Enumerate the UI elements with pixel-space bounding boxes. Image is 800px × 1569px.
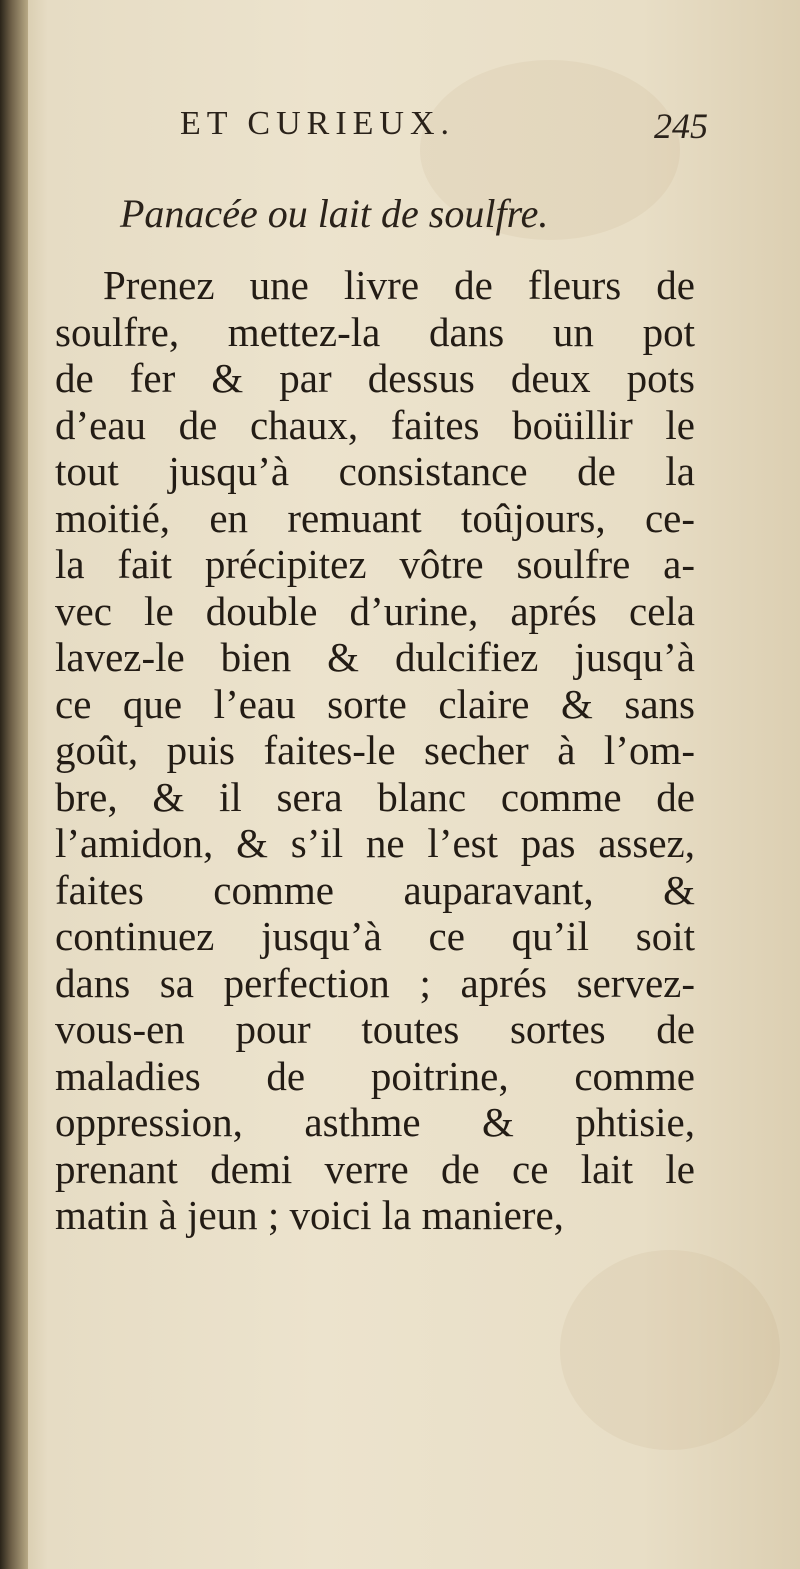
text-line: goût, puis faites-le secher à l’om- [55, 727, 695, 773]
paper-stain [560, 1250, 780, 1450]
page-header [180, 105, 720, 155]
text-line: soulfre, mettez-la dans un pot [55, 308, 695, 355]
text-line: dans sa perfection ; aprés servez- [55, 959, 695, 1006]
text-line: ce que l’eau sorte claire & sans [55, 680, 695, 727]
section-title: Panacée ou lait de soulfre. [120, 191, 549, 236]
page-number: 245 [654, 106, 708, 146]
text-line: maladies de poitrine, comme [55, 1052, 695, 1099]
text-line: tout jusqu’à consistance de la [55, 448, 695, 494]
body-text [55, 262, 695, 1239]
text-line: matin à jeun ; voici la maniere, [55, 1192, 564, 1238]
text-line: d’eau de chaux, faites boüillir le [55, 401, 695, 448]
text-line: oppression, asthme & phtisie, [55, 1099, 695, 1145]
book-spine-edge [0, 0, 28, 1569]
text-line: faites comme auparavant, & [55, 866, 695, 913]
text-line: vec le double d’urine, aprés cela [55, 587, 695, 634]
text-line: bre, & il sera blanc comme de [55, 773, 695, 820]
text-line: lavez-le bien & dulcifiez jusqu’à [55, 634, 695, 680]
text-line: moitié, en remuant toûjours, ce- [55, 494, 695, 541]
text-line: continuez jusqu’à ce qu’il soit [55, 913, 695, 959]
text-line: l’amidon, & s’il ne l’est pas assez, [55, 820, 695, 866]
text-line: Prenez une livre de fleurs de [103, 262, 695, 308]
text-line: vous-en pour toutes sortes de [55, 1006, 695, 1052]
text-line: la fait précipitez vôtre soulfre a- [55, 541, 695, 587]
text-line: de fer & par dessus deux pots [55, 355, 695, 401]
running-head: ET CURIEUX. [180, 105, 456, 142]
text-line: prenant demi verre de ce lait le [55, 1145, 695, 1192]
